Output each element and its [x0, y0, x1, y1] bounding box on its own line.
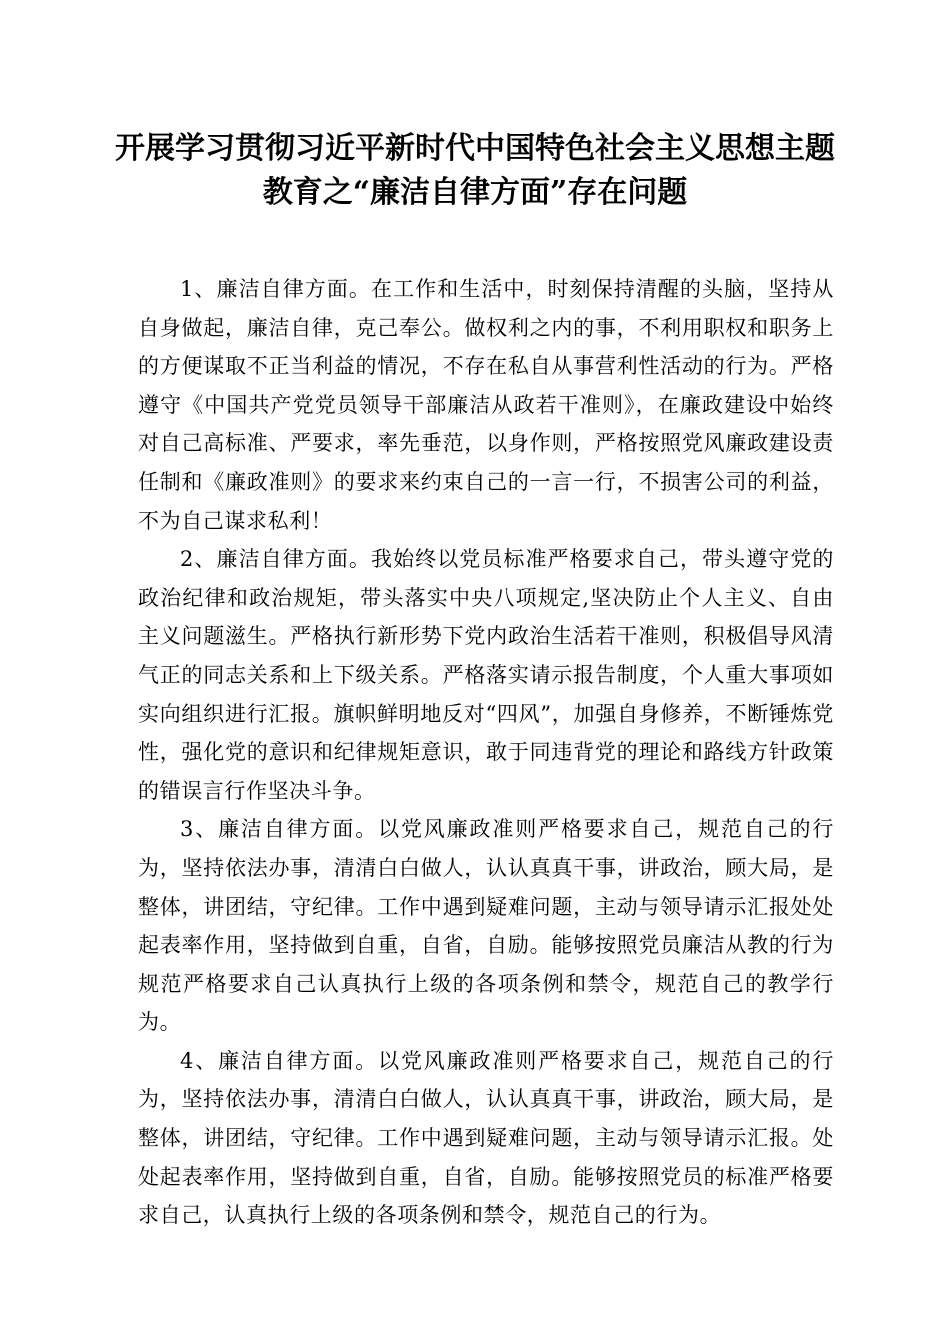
paragraph-3: 3、廉洁自律方面。以党风廉政准则严格要求自己，规范自己的行为，坚持依法办事，清清白白做人，认认真真干事，讲政治，顾大局，是整体，讲团结，守纪律。工作中遇到疑难问题，主动与领导请示汇报处处起表率作用，坚持做到自重，自省，自励。能够按照党员廉洁从教的行为规范严格要求自己认真执行上级的各项条例和禁令，规范自己的教学行为。 [138, 817, 834, 1035]
paragraph-1: 1、廉洁自律方面。在工作和生活中，时刻保持清醒的头脑，坚持从自身做起，廉洁自律，克己奉公。做权利之内的事，不利用职权和职务上的方便谋取不正当利益的情况，不存在私自从事营利性活动的行为。严格遵守《中国共产党党员领导干部廉洁从政若干准则》，在廉政建设中始终对自己高标准、严要求，率先垂范，以身作则，严格按照党风廉政建设责任制和《廉政准则》的要求来约束自己的一言一行，不损害公司的利益，不为自己谋求私利！ [138, 277, 834, 533]
paragraph-2: 2、廉洁自律方面。我始终以党员标准严格要求自己，带头遵守党的政治纪律和政治规矩，带头落实中央八项规定,坚决防止个人主义、自由主义问题滋生。严格执行新形势下党内政治生活若干准则，积极倡导风清气正的同志关系和上下级关系。严格落实请示报告制度，个人重大事项如实向组织进行汇报。旗帜鲜明地反对“四风”，加强自身修养，不断锤炼党性，强化党的意识和纪律规矩意识，敢于同违背党的理论和路线方针政策的错误言行作坚决斗争。 [138, 547, 834, 803]
paragraph-4: 4、廉洁自律方面。以党风廉政准则严格要求自己，规范自己的行为，坚持依法办事，清清白白做人，认认真真干事，讲政治，顾大局，是整体，讲团结，守纪律。工作中遇到疑难问题，主动与领导请示汇报。处处起表率作用，坚持做到自重，自省，自励。能够按照党员的标准严格要求自己，认真执行上级的各项条例和禁令，规范自己的行为。 [138, 1048, 834, 1228]
document-title-line-1: 开展学习贯彻习近平新时代中国特色社会主义思想主题 [115, 131, 835, 166]
document-title-line-2: 教育之“廉洁自律方面”存在问题 [262, 175, 688, 210]
document-body [138, 270, 834, 1235]
